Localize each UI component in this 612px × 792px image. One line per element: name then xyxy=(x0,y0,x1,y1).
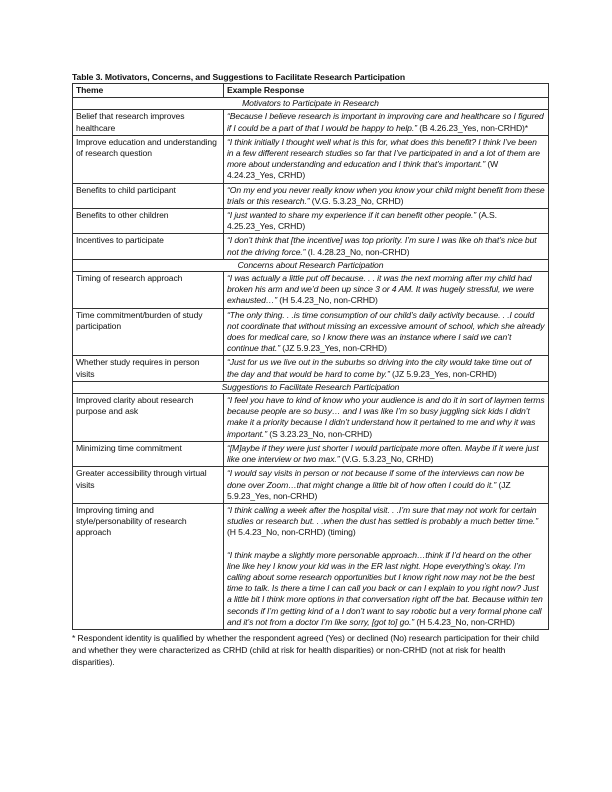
response-quote: “On my end you never really know when you know your child might benefit from these trials or this research.” xyxy=(227,184,545,206)
respondent-citation: (H 5.4.23_No, non-CRHD) xyxy=(277,295,378,306)
response-quote: “I think initially I thought well what is this for, what does this benefit? I think I’ve been in a few different research studies so far that I’ve participated in and a lot of them are more about understanding and education and I think that’s important.” xyxy=(227,136,540,170)
response-quote: “I just wanted to share my experience if it can benefit other people.” xyxy=(227,210,477,221)
respondent-citation: (JZ 5.9.23_Yes, non-CRHD) xyxy=(227,479,511,501)
respondent-citation: (H 5.4.23_No, non-CRHD) xyxy=(414,616,515,627)
table-row xyxy=(73,394,549,442)
response-cell xyxy=(224,394,549,442)
respondent-citation: (I. 4.28.23_No, non-CRHD) xyxy=(305,246,410,257)
respondent-citation: (W 4.24.23_Yes, CRHD) xyxy=(227,159,499,181)
table-row xyxy=(73,272,549,309)
response-quote: “Just for us we live out in the suburbs so driving into the city would take time out of the day and that would be hard to come by.” xyxy=(227,357,532,379)
table-row xyxy=(73,467,549,504)
table-row xyxy=(73,110,549,135)
theme-cell: Timing of research approach xyxy=(73,272,224,309)
header-theme: Theme xyxy=(73,84,224,98)
response-cell xyxy=(224,308,549,356)
response-cell xyxy=(224,209,549,234)
theme-cell: Improving timing and style/personability of research approach xyxy=(73,503,224,629)
response-quote: “I think maybe a slightly more personable approach…think if I’d heard on the other line like hey I know your kid was in the ER last night. Hope everything’s okay. I’m calling about some research opportunities but I know right now may not be the best time to talk. Is there a time I can call you back or can I explain to you right now? Just a little bit I think more options in that conversation right off the bat. Because within ten seconds if I’m getting kind of a I don’t want to say robotic but a very formal phone call and it’s not from a doctor I’m like sorry, [got to] go.” xyxy=(227,549,543,627)
theme-cell: Benefits to other children xyxy=(73,209,224,234)
respondent-citation: (JZ 5.9.23_Yes, non-CRHD) xyxy=(279,343,387,354)
section-header-row xyxy=(73,381,549,393)
response-quote: “I don’t think that [the incentive] was top priority. I’m sure I was like oh that’s nice but not the driving force.” xyxy=(227,235,537,257)
response-cell xyxy=(224,503,549,629)
themes-table xyxy=(72,83,549,630)
table-row xyxy=(73,356,549,381)
response-cell xyxy=(224,441,549,466)
response-quote: “[M]aybe if they were just shorter I would participate more often. Maybe if it were just like one interview or two max.” xyxy=(227,442,539,465)
table-body xyxy=(73,98,549,630)
response-quote: “I would say visits in person or not because if some of the interviews can now be done over Zoom…that might change a little bit of how often I could do it.” xyxy=(227,468,525,490)
theme-cell: Belief that research improves healthcare xyxy=(73,110,224,135)
table-row xyxy=(73,209,549,234)
header-example-response: Example Response xyxy=(224,84,549,98)
section-title: Concerns about Research Participation xyxy=(73,259,549,271)
response-quote: “Because I believe research is important in improving care and healthcare so I figured if I could be a part of that I would be happy to help.” xyxy=(227,111,544,133)
paragraph-gap xyxy=(227,539,545,550)
respondent-citation: (B 4.26.23_Yes, non-CRHD)* xyxy=(416,122,529,133)
response-cell xyxy=(224,234,549,259)
respondent-citation: (H 5.4.23_No, non-CRHD) (timing) xyxy=(227,527,356,538)
response-cell xyxy=(224,110,549,135)
section-title: Suggestions to Facilitate Research Participation xyxy=(73,381,549,393)
table-row xyxy=(73,308,549,356)
document-page xyxy=(72,72,548,668)
section-header-row xyxy=(73,98,549,110)
response-cell xyxy=(224,356,549,381)
response-cell xyxy=(224,272,549,309)
response-cell xyxy=(224,467,549,504)
respondent-citation: (A.S. 4.25.23_Yes, CRHD) xyxy=(227,210,497,232)
theme-cell: Incentives to participate xyxy=(73,234,224,259)
respondent-citation: (V.G. 5.3.23_No, CRHD) xyxy=(339,454,434,465)
theme-cell: Greater accessibility through virtual visits xyxy=(73,467,224,504)
table-row xyxy=(73,234,549,259)
respondent-citation: (V.G. 5.3.23_No, CRHD) xyxy=(309,195,404,206)
response-quote: “I was actually a little put off because. . . it was the next morning after my child had broken his arm and we’d been up since 3 or 4 AM. It was hugely stressful, we were exhausted…” xyxy=(227,273,534,306)
section-title: Motivators to Participate in Research xyxy=(73,98,549,110)
table-row xyxy=(73,135,549,183)
respondent-citation: (JZ 5.9.23_Yes, non-CRHD) xyxy=(389,368,497,379)
theme-cell: Improved clarity about research purpose and ask xyxy=(73,394,224,442)
footnote: * Respondent identity is qualified by whether the respondent agreed (Yes) or declined (No) research participation for their child and whether they were characterized as CRHD (child at risk for health disparities) or non-CRHD (not at risk for health disparities). xyxy=(72,632,539,667)
table-header-row xyxy=(73,84,549,98)
table-row xyxy=(73,183,549,208)
table-caption: Table 3. Motivators, Concerns, and Suggestions to Facilitate Research Participation xyxy=(72,72,405,82)
response-quote: “I think calling a week after the hospital visit. . .I’m sure that may not work for certain studies or research but. . .when the dust has settled is probably a much better time.” xyxy=(227,504,538,527)
response-quote: “I feel you have to kind of know who your audience is and do it in sort of laymen terms because people are so busy… and I was like I’m so busy juggling sick kids I didn’t make it a priority because I didn’t understand how it pertained to me and why it was important.” xyxy=(227,395,545,439)
theme-cell: Minimizing time commitment xyxy=(73,441,224,466)
response-cell xyxy=(224,135,549,183)
theme-cell: Benefits to child participant xyxy=(73,183,224,208)
response-quote: “The only thing. . .is time consumption of our child’s daily activity because. . .I could not coordinate that without missing an excessive amount of school, which she already does for medical care, so I know there was an instance where I said we can’t continue that.” xyxy=(227,309,545,354)
section-header-row xyxy=(73,259,549,271)
theme-cell: Time commitment/burden of study participation xyxy=(73,308,224,356)
table-row xyxy=(73,441,549,466)
theme-cell: Whether study requires in person visits xyxy=(73,356,224,381)
theme-cell: Improve education and understanding of research question xyxy=(73,135,224,183)
respondent-citation: (S 3.23.23_No, non-CRHD) xyxy=(266,428,372,439)
response-cell xyxy=(224,183,549,208)
table-row xyxy=(73,503,549,629)
